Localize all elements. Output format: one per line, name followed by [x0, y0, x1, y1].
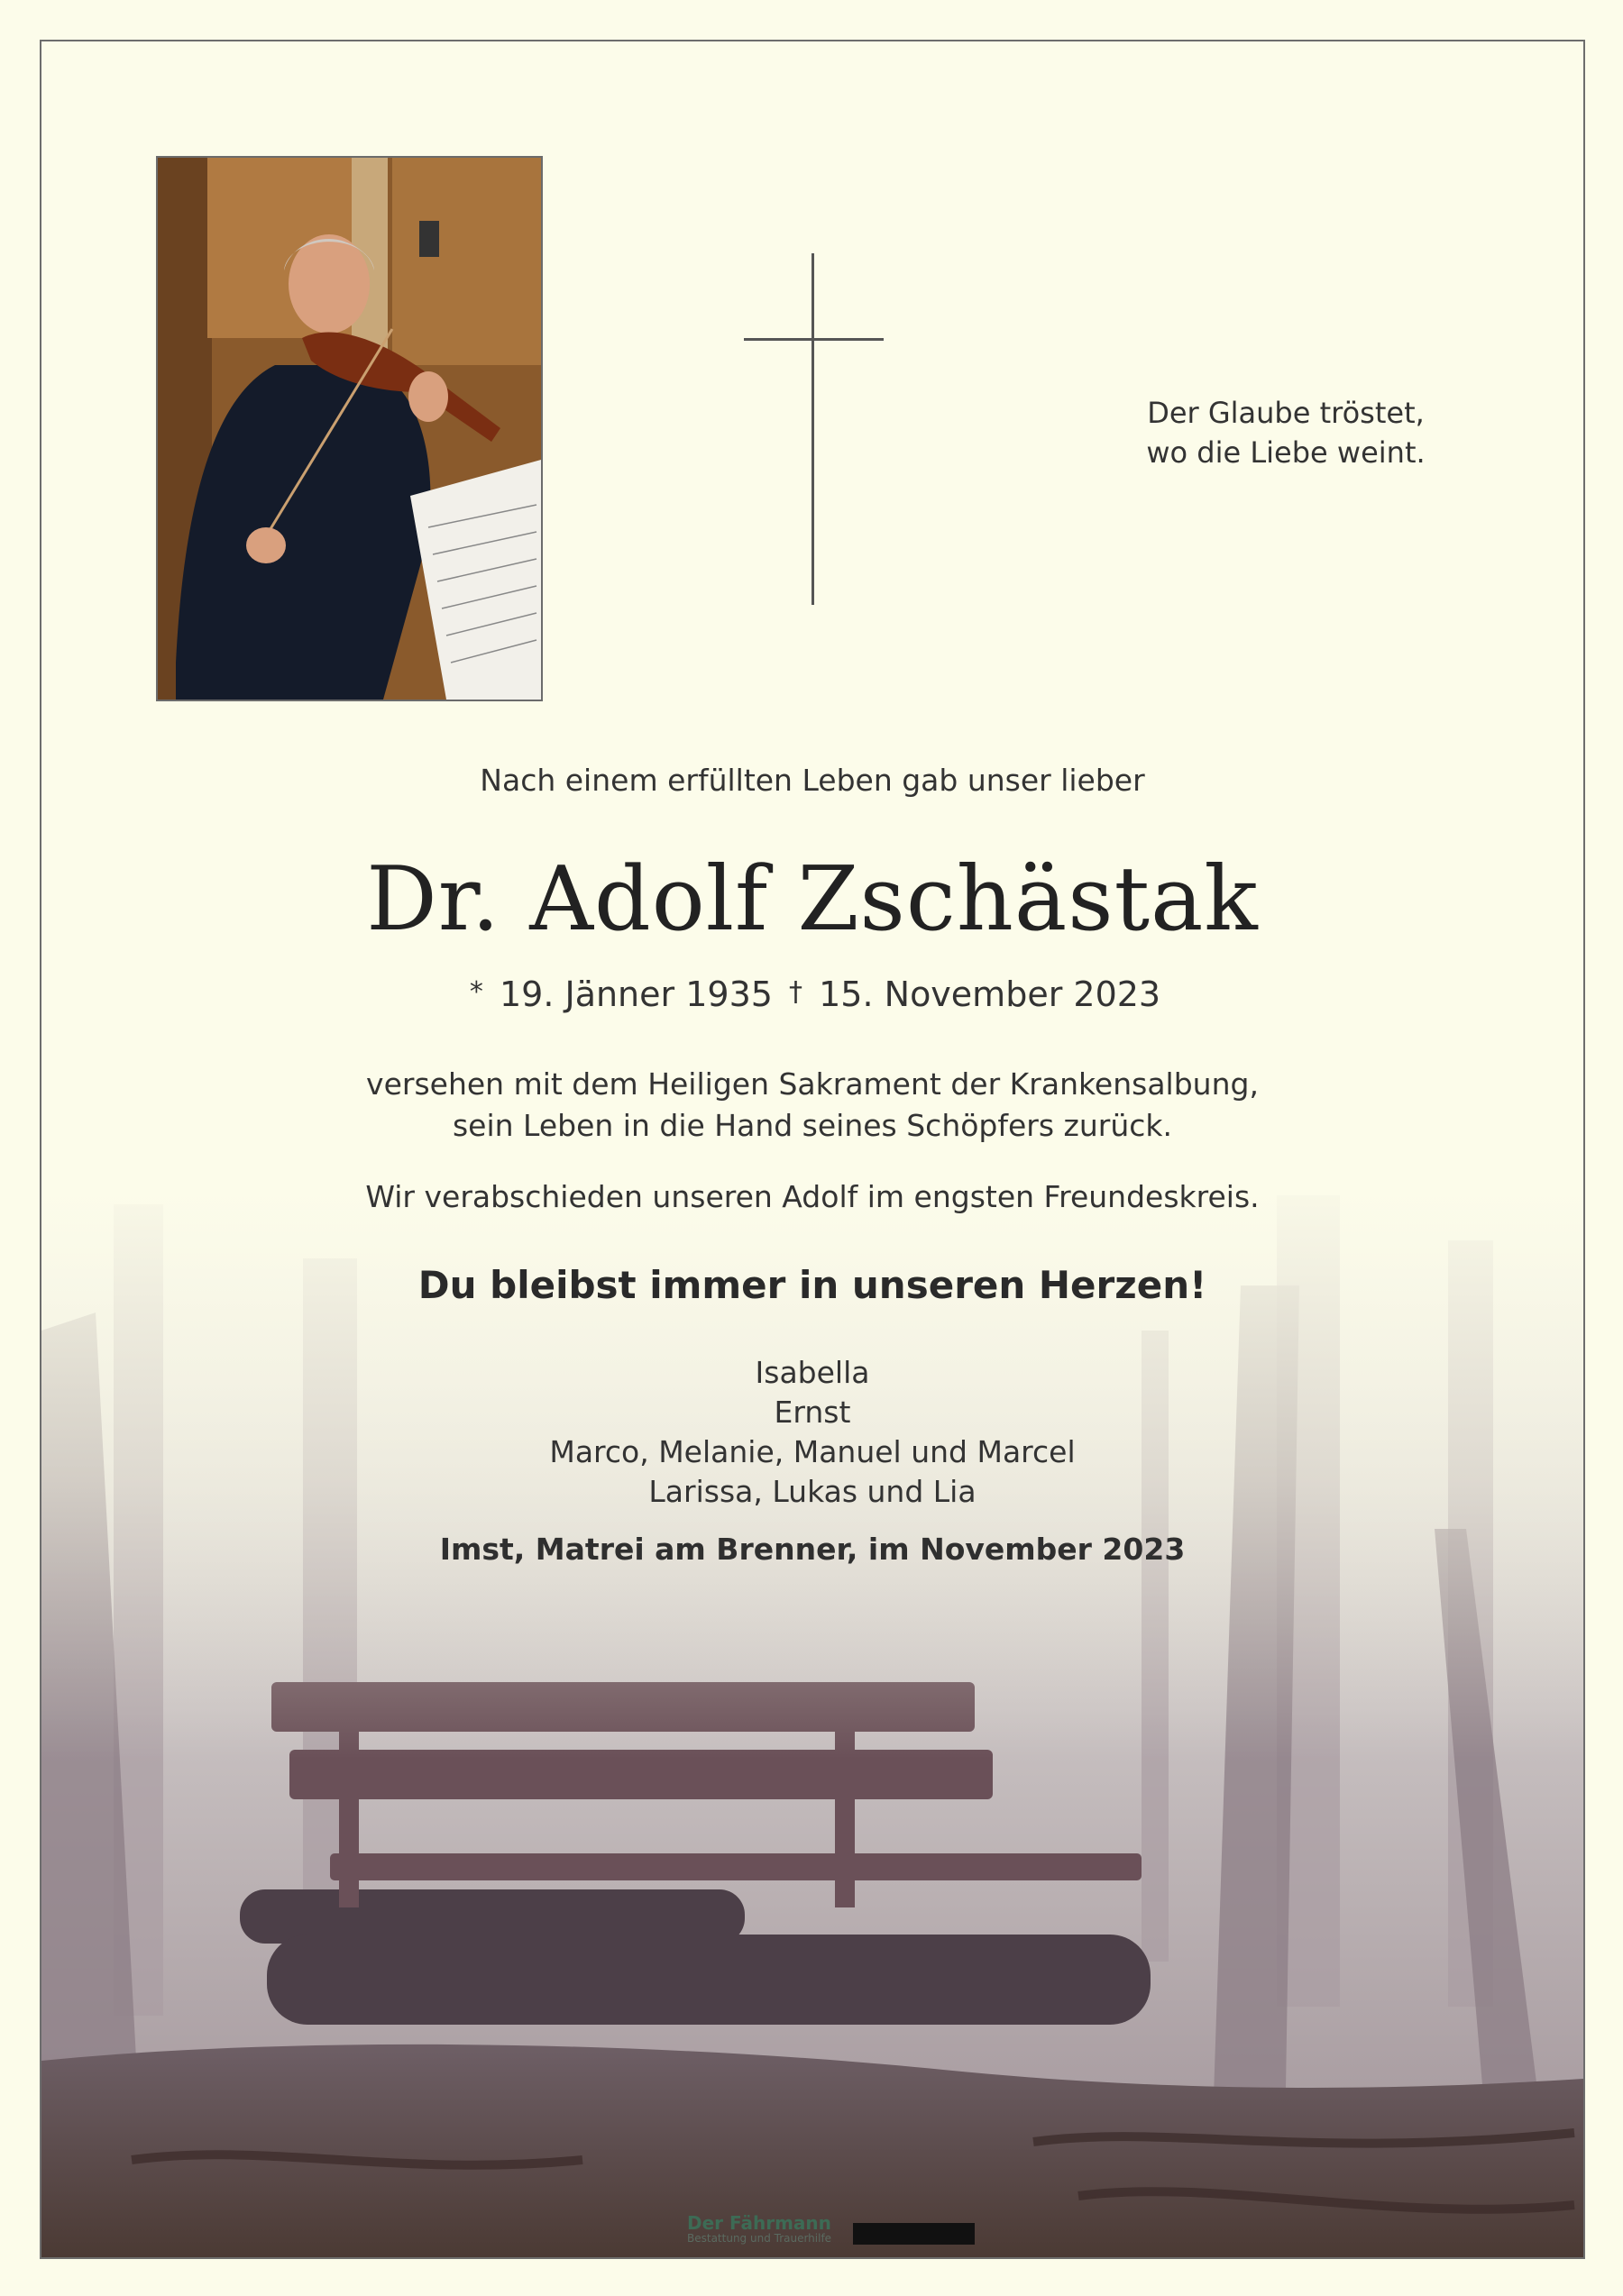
- portrait-photo: [156, 156, 543, 701]
- mourner-name: Isabella: [755, 1355, 870, 1390]
- death-dagger-icon: †: [789, 976, 803, 1008]
- deceased-name: Dr. Adolf Zschästak: [366, 848, 1259, 951]
- mourner-name: Larissa, Lukas und Lia: [648, 1474, 977, 1509]
- funeral-home-logo: Der Fährmann: [687, 2212, 831, 2234]
- birth-date: 19. Jänner 1935: [499, 974, 773, 1014]
- intro-text: Nach einem erfüllten Leben gab unser lieber: [480, 763, 1145, 798]
- life-dates: [41, 974, 1583, 1014]
- sakrament-text: [41, 1064, 1583, 1147]
- death-date: 15. November 2023: [819, 974, 1161, 1014]
- quote-line-1: Der Glaube tröstet,: [1147, 396, 1425, 430]
- redacted-block: [853, 2223, 975, 2245]
- memorial-motto: Du bleibst immer in unseren Herzen!: [417, 1263, 1207, 1307]
- mourner-name: Marco, Melanie, Manuel und Marcel: [549, 1434, 1076, 1469]
- forest-bench-image: [41, 1150, 1583, 2257]
- quote-line-2: wo die Liebe weint.: [1146, 435, 1426, 470]
- farewell-text: Wir verabschieden unseren Adolf im engsten Freundeskreis.: [365, 1179, 1260, 1214]
- sakrament-line-1: versehen mit dem Heiligen Sakrament der Krankensalbung,: [366, 1066, 1259, 1102]
- place-and-date: Imst, Matrei am Brenner, im November 2023: [439, 1532, 1186, 1567]
- funeral-home-tagline: Bestattung und Trauerhilfe: [687, 2232, 832, 2245]
- sakrament-line-2: sein Leben in die Hand seines Schöpfers zurück.: [452, 1108, 1173, 1143]
- mourner-name: Ernst: [774, 1395, 851, 1430]
- mourners-list: [41, 1353, 1583, 1512]
- birth-star-icon: *: [469, 976, 483, 1008]
- quote: [1051, 393, 1520, 472]
- cross-icon-bar: [744, 338, 884, 341]
- cross-icon: [812, 253, 814, 605]
- obituary-card: [40, 40, 1585, 2259]
